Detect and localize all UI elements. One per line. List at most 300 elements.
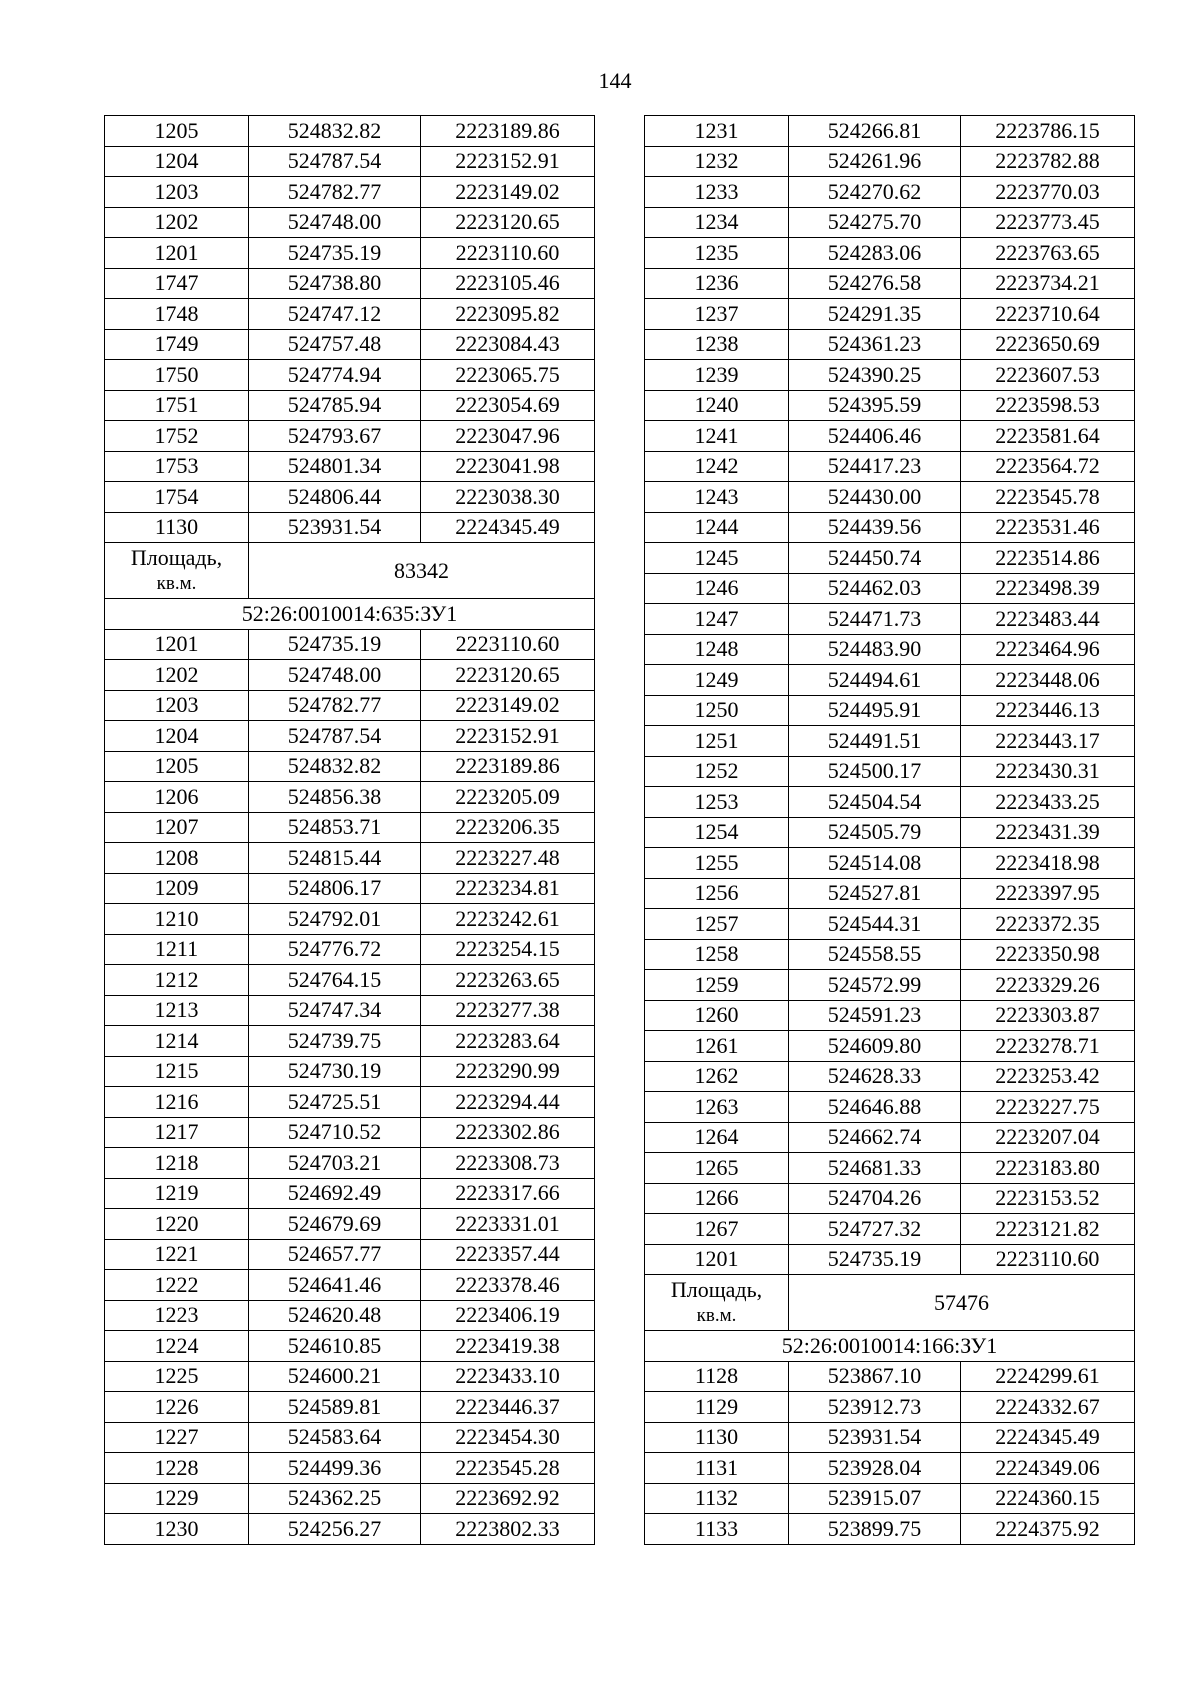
point-number-cell: 1223 xyxy=(105,1300,249,1331)
y-coordinate-cell: 2223545.78 xyxy=(961,482,1135,513)
point-number-cell: 1201 xyxy=(105,238,249,269)
x-coordinate-cell: 524558.55 xyxy=(789,939,961,970)
point-number-cell: 1225 xyxy=(105,1361,249,1392)
x-coordinate-cell: 523931.54 xyxy=(789,1422,961,1453)
x-coordinate-cell: 524491.51 xyxy=(789,726,961,757)
point-number-cell: 1204 xyxy=(105,721,249,752)
y-coordinate-cell: 2223120.65 xyxy=(421,660,595,691)
point-number-cell: 1207 xyxy=(105,812,249,843)
y-coordinate-cell: 2224349.06 xyxy=(961,1453,1135,1484)
x-coordinate-cell: 524710.52 xyxy=(249,1117,421,1148)
table-row xyxy=(645,512,1135,543)
x-coordinate-cell: 524856.38 xyxy=(249,782,421,813)
page-number: 144 xyxy=(598,68,632,93)
y-coordinate-cell: 2223149.02 xyxy=(421,177,595,208)
x-coordinate-cell: 523931.54 xyxy=(249,512,421,543)
table-row xyxy=(645,1392,1135,1423)
area-label-line1: Площадь, xyxy=(670,1276,763,1302)
table-row xyxy=(645,817,1135,848)
table-row xyxy=(645,1453,1135,1484)
point-number-cell: 1208 xyxy=(105,843,249,874)
x-coordinate-cell: 524657.77 xyxy=(249,1239,421,1270)
y-coordinate-cell: 2223110.60 xyxy=(961,1244,1135,1275)
x-coordinate-cell: 524504.54 xyxy=(789,787,961,818)
x-coordinate-cell: 524692.49 xyxy=(249,1178,421,1209)
y-coordinate-cell: 2223120.65 xyxy=(421,207,595,238)
point-number-cell: 1233 xyxy=(645,177,789,208)
table-row xyxy=(645,573,1135,604)
y-coordinate-cell: 2223054.69 xyxy=(421,390,595,421)
x-coordinate-cell: 524494.61 xyxy=(789,665,961,696)
y-coordinate-cell: 2223110.60 xyxy=(421,629,595,660)
point-number-cell: 1240 xyxy=(645,390,789,421)
x-coordinate-cell: 524815.44 xyxy=(249,843,421,874)
x-coordinate-cell: 524256.27 xyxy=(249,1514,421,1545)
point-number-cell: 1236 xyxy=(645,268,789,299)
y-coordinate-cell: 2223206.35 xyxy=(421,812,595,843)
area-value-cell: 83342 xyxy=(249,543,595,599)
table-row xyxy=(105,1453,595,1484)
point-number-cell: 1265 xyxy=(645,1153,789,1184)
y-coordinate-cell: 2223433.10 xyxy=(421,1361,595,1392)
x-coordinate-cell: 524782.77 xyxy=(249,690,421,721)
y-coordinate-cell: 2224375.92 xyxy=(961,1514,1135,1545)
y-coordinate-cell: 2223464.96 xyxy=(961,634,1135,665)
parcel-id-cell: 52:26:0010014:635:ЗУ1 xyxy=(105,599,595,630)
point-number-cell: 1263 xyxy=(645,1092,789,1123)
y-coordinate-cell: 2223598.53 xyxy=(961,390,1135,421)
point-number-cell: 1256 xyxy=(645,878,789,909)
x-coordinate-cell: 524738.80 xyxy=(249,268,421,299)
table-row xyxy=(105,1087,595,1118)
y-coordinate-cell: 2223189.86 xyxy=(421,751,595,782)
table-row xyxy=(105,451,595,482)
y-coordinate-cell: 2223446.37 xyxy=(421,1392,595,1423)
point-number-cell: 1251 xyxy=(645,726,789,757)
table-row xyxy=(645,360,1135,391)
y-coordinate-cell: 2223443.17 xyxy=(961,726,1135,757)
table-row xyxy=(105,390,595,421)
point-number-cell: 1753 xyxy=(105,451,249,482)
point-number-cell: 1229 xyxy=(105,1483,249,1514)
y-coordinate-cell: 2223786.15 xyxy=(961,116,1135,147)
x-coordinate-cell: 524801.34 xyxy=(249,451,421,482)
y-coordinate-cell: 2223308.73 xyxy=(421,1148,595,1179)
y-coordinate-cell: 2223419.38 xyxy=(421,1331,595,1362)
x-coordinate-cell: 524681.33 xyxy=(789,1153,961,1184)
table-row xyxy=(105,1361,595,1392)
y-coordinate-cell: 2223038.30 xyxy=(421,482,595,513)
x-coordinate-cell: 524747.34 xyxy=(249,995,421,1026)
point-number-cell: 1216 xyxy=(105,1087,249,1118)
point-number-cell: 1222 xyxy=(105,1270,249,1301)
y-coordinate-cell: 2223277.38 xyxy=(421,995,595,1026)
x-coordinate-cell: 524787.54 xyxy=(249,146,421,177)
point-number-cell: 1235 xyxy=(645,238,789,269)
x-coordinate-cell: 524261.96 xyxy=(789,146,961,177)
x-coordinate-cell: 524735.19 xyxy=(249,238,421,269)
table-row xyxy=(645,756,1135,787)
y-coordinate-cell: 2223047.96 xyxy=(421,421,595,452)
x-coordinate-cell: 524704.26 xyxy=(789,1183,961,1214)
point-number-cell: 1242 xyxy=(645,451,789,482)
table-row xyxy=(645,1092,1135,1123)
x-coordinate-cell: 524471.73 xyxy=(789,604,961,635)
y-coordinate-cell: 2224345.49 xyxy=(961,1422,1135,1453)
point-number-cell: 1230 xyxy=(105,1514,249,1545)
table-row xyxy=(645,421,1135,452)
table-row xyxy=(105,1270,595,1301)
table-row xyxy=(645,939,1135,970)
y-coordinate-cell: 2223650.69 xyxy=(961,329,1135,360)
x-coordinate-cell: 524275.70 xyxy=(789,207,961,238)
point-number-cell: 1255 xyxy=(645,848,789,879)
table-row xyxy=(105,995,595,1026)
table-row xyxy=(105,482,595,513)
table-row xyxy=(105,1209,595,1240)
table-row xyxy=(105,629,595,660)
point-number-cell: 1205 xyxy=(105,751,249,782)
x-coordinate-cell: 524390.25 xyxy=(789,360,961,391)
y-coordinate-cell: 2223205.09 xyxy=(421,782,595,813)
table-row xyxy=(105,812,595,843)
x-coordinate-cell: 524764.15 xyxy=(249,965,421,996)
point-number-cell: 1130 xyxy=(645,1422,789,1453)
y-coordinate-cell: 2223607.53 xyxy=(961,360,1135,391)
x-coordinate-cell: 524774.94 xyxy=(249,360,421,391)
point-number-cell: 1133 xyxy=(645,1514,789,1545)
x-coordinate-cell: 524806.44 xyxy=(249,482,421,513)
table-row xyxy=(105,660,595,691)
point-number-cell: 1238 xyxy=(645,329,789,360)
x-coordinate-cell: 524600.21 xyxy=(249,1361,421,1392)
point-number-cell: 1224 xyxy=(105,1331,249,1362)
x-coordinate-cell: 524610.85 xyxy=(249,1331,421,1362)
point-number-cell: 1203 xyxy=(105,177,249,208)
table-row xyxy=(105,177,595,208)
y-coordinate-cell: 2223357.44 xyxy=(421,1239,595,1270)
y-coordinate-cell: 2223545.28 xyxy=(421,1453,595,1484)
table-row xyxy=(105,329,595,360)
y-coordinate-cell: 2223418.98 xyxy=(961,848,1135,879)
point-number-cell: 1262 xyxy=(645,1061,789,1092)
y-coordinate-cell: 2223734.21 xyxy=(961,268,1135,299)
table-row xyxy=(645,116,1135,147)
y-coordinate-cell: 2223263.65 xyxy=(421,965,595,996)
table-row xyxy=(645,543,1135,574)
point-number-cell: 1201 xyxy=(105,629,249,660)
table-row xyxy=(645,1214,1135,1245)
x-coordinate-cell: 524544.31 xyxy=(789,909,961,940)
y-coordinate-cell: 2223105.46 xyxy=(421,268,595,299)
point-number-cell: 1267 xyxy=(645,1214,789,1245)
table-row xyxy=(645,848,1135,879)
area-label-line2: кв.м. xyxy=(696,1304,737,1326)
coordinates-table-left xyxy=(104,115,595,1545)
area-label-cell xyxy=(645,1275,789,1331)
point-number-cell: 1201 xyxy=(645,1244,789,1275)
y-coordinate-cell: 2223149.02 xyxy=(421,690,595,721)
area-label-line1: Площадь, xyxy=(130,544,223,570)
table-row xyxy=(105,904,595,935)
point-number-cell: 1228 xyxy=(105,1453,249,1484)
y-coordinate-cell: 2223378.46 xyxy=(421,1270,595,1301)
x-coordinate-cell: 524514.08 xyxy=(789,848,961,879)
x-coordinate-cell: 524266.81 xyxy=(789,116,961,147)
table-row xyxy=(645,665,1135,696)
y-coordinate-cell: 2223446.13 xyxy=(961,695,1135,726)
point-number-cell: 1244 xyxy=(645,512,789,543)
y-coordinate-cell: 2223710.64 xyxy=(961,299,1135,330)
y-coordinate-cell: 2223483.44 xyxy=(961,604,1135,635)
table-row xyxy=(105,1483,595,1514)
point-number-cell: 1258 xyxy=(645,939,789,970)
point-number-cell: 1752 xyxy=(105,421,249,452)
x-coordinate-cell: 524483.90 xyxy=(789,634,961,665)
table-row xyxy=(105,268,595,299)
x-coordinate-cell: 524703.21 xyxy=(249,1148,421,1179)
table-row xyxy=(645,1061,1135,1092)
point-number-cell: 1203 xyxy=(105,690,249,721)
y-coordinate-cell: 2223189.86 xyxy=(421,116,595,147)
point-number-cell: 1245 xyxy=(645,543,789,574)
table-row xyxy=(105,1178,595,1209)
y-coordinate-cell: 2223406.19 xyxy=(421,1300,595,1331)
point-number-cell: 1237 xyxy=(645,299,789,330)
x-coordinate-cell: 523915.07 xyxy=(789,1483,961,1514)
point-number-cell: 1239 xyxy=(645,360,789,391)
point-number-cell: 1215 xyxy=(105,1056,249,1087)
y-coordinate-cell: 2223581.64 xyxy=(961,421,1135,452)
table-row xyxy=(105,1056,595,1087)
x-coordinate-cell: 524727.32 xyxy=(789,1214,961,1245)
table-row xyxy=(105,1422,595,1453)
x-coordinate-cell: 524495.91 xyxy=(789,695,961,726)
point-number-cell: 1264 xyxy=(645,1122,789,1153)
table-row xyxy=(645,329,1135,360)
point-number-cell: 1751 xyxy=(105,390,249,421)
y-coordinate-cell: 2223350.98 xyxy=(961,939,1135,970)
table-row xyxy=(105,1239,595,1270)
point-number-cell: 1254 xyxy=(645,817,789,848)
point-number-cell: 1232 xyxy=(645,146,789,177)
table-row xyxy=(645,1514,1135,1545)
table-row xyxy=(105,965,595,996)
y-coordinate-cell: 2223152.91 xyxy=(421,146,595,177)
x-coordinate-cell: 524499.36 xyxy=(249,1453,421,1484)
table-row xyxy=(105,843,595,874)
point-number-cell: 1219 xyxy=(105,1178,249,1209)
x-coordinate-cell: 524785.94 xyxy=(249,390,421,421)
table-row xyxy=(645,390,1135,421)
point-number-cell: 1210 xyxy=(105,904,249,935)
y-coordinate-cell: 2223770.03 xyxy=(961,177,1135,208)
point-number-cell: 1129 xyxy=(645,1392,789,1423)
x-coordinate-cell: 524748.00 xyxy=(249,660,421,691)
x-coordinate-cell: 524748.00 xyxy=(249,207,421,238)
point-number-cell: 1241 xyxy=(645,421,789,452)
x-coordinate-cell: 524832.82 xyxy=(249,116,421,147)
x-coordinate-cell: 524500.17 xyxy=(789,756,961,787)
x-coordinate-cell: 524787.54 xyxy=(249,721,421,752)
x-coordinate-cell: 524462.03 xyxy=(789,573,961,604)
y-coordinate-cell: 2223782.88 xyxy=(961,146,1135,177)
y-coordinate-cell: 2223183.80 xyxy=(961,1153,1135,1184)
parcel-id-cell: 52:26:0010014:166:ЗУ1 xyxy=(645,1331,1135,1362)
point-number-cell: 1246 xyxy=(645,573,789,604)
y-coordinate-cell: 2223372.35 xyxy=(961,909,1135,940)
x-coordinate-cell: 524361.23 xyxy=(789,329,961,360)
y-coordinate-cell: 2223242.61 xyxy=(421,904,595,935)
point-number-cell: 1214 xyxy=(105,1026,249,1057)
area-label-cell xyxy=(105,543,249,599)
area-row xyxy=(105,543,595,599)
x-coordinate-cell: 524747.12 xyxy=(249,299,421,330)
table-row xyxy=(105,690,595,721)
y-coordinate-cell: 2223294.44 xyxy=(421,1087,595,1118)
point-number-cell: 1218 xyxy=(105,1148,249,1179)
x-coordinate-cell: 524406.46 xyxy=(789,421,961,452)
table-row xyxy=(105,299,595,330)
x-coordinate-cell: 524276.58 xyxy=(789,268,961,299)
point-number-cell: 1750 xyxy=(105,360,249,391)
point-number-cell: 1132 xyxy=(645,1483,789,1514)
point-number-cell: 1202 xyxy=(105,207,249,238)
point-number-cell: 1266 xyxy=(645,1183,789,1214)
point-number-cell: 1253 xyxy=(645,787,789,818)
point-number-cell: 1261 xyxy=(645,1031,789,1062)
x-coordinate-cell: 524362.25 xyxy=(249,1483,421,1514)
table-row xyxy=(645,1183,1135,1214)
point-number-cell: 1220 xyxy=(105,1209,249,1240)
x-coordinate-cell: 524776.72 xyxy=(249,934,421,965)
x-coordinate-cell: 523867.10 xyxy=(789,1361,961,1392)
x-coordinate-cell: 524853.71 xyxy=(249,812,421,843)
y-coordinate-cell: 2223302.86 xyxy=(421,1117,595,1148)
x-coordinate-cell: 524589.81 xyxy=(249,1392,421,1423)
point-number-cell: 1249 xyxy=(645,665,789,696)
table-row xyxy=(645,726,1135,757)
point-number-cell: 1248 xyxy=(645,634,789,665)
table-row xyxy=(645,634,1135,665)
table-row xyxy=(645,451,1135,482)
table-row xyxy=(645,238,1135,269)
table-row xyxy=(105,1117,595,1148)
y-coordinate-cell: 2223303.87 xyxy=(961,1000,1135,1031)
table-row xyxy=(105,1026,595,1057)
point-number-cell: 1204 xyxy=(105,146,249,177)
y-coordinate-cell: 2224345.49 xyxy=(421,512,595,543)
point-number-cell: 1231 xyxy=(645,116,789,147)
y-coordinate-cell: 2223430.31 xyxy=(961,756,1135,787)
table-row xyxy=(645,878,1135,909)
x-coordinate-cell: 524646.88 xyxy=(789,1092,961,1123)
x-coordinate-cell: 524572.99 xyxy=(789,970,961,1001)
x-coordinate-cell: 524450.74 xyxy=(789,543,961,574)
y-coordinate-cell: 2223329.26 xyxy=(961,970,1135,1001)
y-coordinate-cell: 2223254.15 xyxy=(421,934,595,965)
table-row xyxy=(105,1300,595,1331)
table-row xyxy=(645,604,1135,635)
x-coordinate-cell: 524735.19 xyxy=(249,629,421,660)
table-row xyxy=(105,146,595,177)
x-coordinate-cell: 524439.56 xyxy=(789,512,961,543)
point-number-cell: 1206 xyxy=(105,782,249,813)
point-number-cell: 1212 xyxy=(105,965,249,996)
point-number-cell: 1257 xyxy=(645,909,789,940)
point-number-cell: 1748 xyxy=(105,299,249,330)
table-row xyxy=(105,934,595,965)
x-coordinate-cell: 524628.33 xyxy=(789,1061,961,1092)
x-coordinate-cell: 524757.48 xyxy=(249,329,421,360)
y-coordinate-cell: 2223065.75 xyxy=(421,360,595,391)
table-row xyxy=(105,360,595,391)
y-coordinate-cell: 2223564.72 xyxy=(961,451,1135,482)
table-row xyxy=(105,751,595,782)
table-row xyxy=(105,721,595,752)
x-coordinate-cell: 524793.67 xyxy=(249,421,421,452)
y-coordinate-cell: 2223692.92 xyxy=(421,1483,595,1514)
y-coordinate-cell: 2224299.61 xyxy=(961,1361,1135,1392)
table-row xyxy=(645,1422,1135,1453)
y-coordinate-cell: 2223227.48 xyxy=(421,843,595,874)
table-row xyxy=(645,1153,1135,1184)
y-coordinate-cell: 2223095.82 xyxy=(421,299,595,330)
point-number-cell: 1128 xyxy=(645,1361,789,1392)
x-coordinate-cell: 524832.82 xyxy=(249,751,421,782)
area-label-line2: кв.м. xyxy=(156,572,197,594)
point-number-cell: 1202 xyxy=(105,660,249,691)
y-coordinate-cell: 2223763.65 xyxy=(961,238,1135,269)
x-coordinate-cell: 524730.19 xyxy=(249,1056,421,1087)
table-row xyxy=(105,1392,595,1423)
table-row xyxy=(105,873,595,904)
y-coordinate-cell: 2223773.45 xyxy=(961,207,1135,238)
x-coordinate-cell: 524782.77 xyxy=(249,177,421,208)
x-coordinate-cell: 524270.62 xyxy=(789,177,961,208)
x-coordinate-cell: 524725.51 xyxy=(249,1087,421,1118)
table-row xyxy=(645,970,1135,1001)
y-coordinate-cell: 2223331.01 xyxy=(421,1209,595,1240)
point-number-cell: 1227 xyxy=(105,1422,249,1453)
point-number-cell: 1130 xyxy=(105,512,249,543)
x-coordinate-cell: 523899.75 xyxy=(789,1514,961,1545)
table-row xyxy=(645,299,1135,330)
point-number-cell: 1205 xyxy=(105,116,249,147)
point-number-cell: 1209 xyxy=(105,873,249,904)
y-coordinate-cell: 2223531.46 xyxy=(961,512,1135,543)
y-coordinate-cell: 2223084.43 xyxy=(421,329,595,360)
table-row xyxy=(105,1514,595,1545)
x-coordinate-cell: 524505.79 xyxy=(789,817,961,848)
y-coordinate-cell: 2223290.99 xyxy=(421,1056,595,1087)
y-coordinate-cell: 2223802.33 xyxy=(421,1514,595,1545)
table-row xyxy=(645,1483,1135,1514)
point-number-cell: 1259 xyxy=(645,970,789,1001)
y-coordinate-cell: 2223153.52 xyxy=(961,1183,1135,1214)
table-row xyxy=(645,146,1135,177)
point-number-cell: 1747 xyxy=(105,268,249,299)
table-row xyxy=(105,512,595,543)
table-row xyxy=(645,695,1135,726)
point-number-cell: 1252 xyxy=(645,756,789,787)
y-coordinate-cell: 2223110.60 xyxy=(421,238,595,269)
y-coordinate-cell: 2224332.67 xyxy=(961,1392,1135,1423)
x-coordinate-cell: 524395.59 xyxy=(789,390,961,421)
table-row xyxy=(105,207,595,238)
x-coordinate-cell: 524417.23 xyxy=(789,451,961,482)
point-number-cell: 1217 xyxy=(105,1117,249,1148)
